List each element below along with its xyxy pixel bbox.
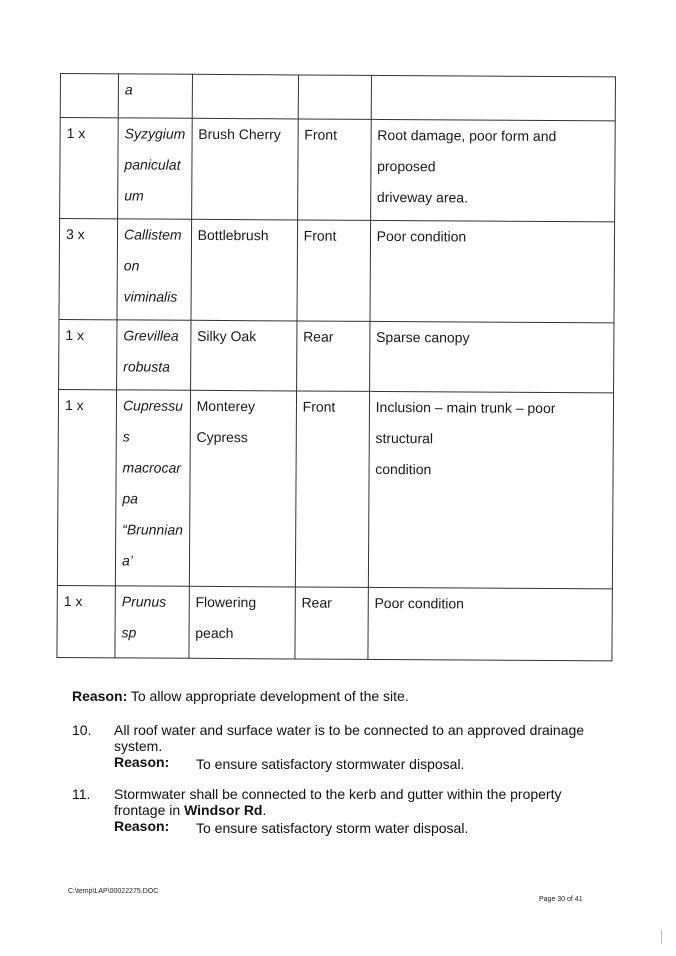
scan-edge-mark — [661, 930, 662, 944]
condition-text — [114, 786, 589, 818]
table-row — [57, 389, 613, 588]
qty-cell: 1 x — [57, 585, 115, 657]
reason-label: Reason: — [72, 688, 128, 704]
reason-cell: Sparse canopy — [369, 321, 614, 392]
qty-cell: 3 x — [59, 219, 118, 320]
table-row — [60, 118, 616, 222]
table-row — [57, 585, 612, 660]
table-reason — [72, 688, 409, 704]
condition-text-end: . — [262, 802, 267, 818]
condition-11 — [72, 786, 602, 838]
table-row — [59, 219, 615, 323]
qty-cell: 1 x — [60, 118, 119, 219]
condition-number: 11. — [72, 786, 91, 802]
reason-cell: Poor condition — [368, 587, 613, 660]
species-cell: Grevillea robusta — [117, 320, 191, 390]
condition-reason-text: To ensure satisfactory stormwater disposal. — [196, 756, 465, 772]
location-cell: Rear — [295, 587, 368, 659]
species-cell: Prunus sp — [115, 586, 189, 658]
species-cell: a — [118, 74, 192, 118]
reason-cell: Root damage, poor form and proposed driveway area. — [370, 119, 615, 221]
condition-10 — [72, 722, 602, 774]
location-cell: Rear — [296, 321, 369, 391]
location-cell: Front — [297, 119, 371, 220]
reason-cell: Inclusion – main trunk – poor structural condition — [368, 391, 613, 588]
common-name-cell: Brush Cherry — [191, 118, 298, 220]
table-row — [59, 319, 614, 392]
condition-reason-text: To ensure satisfactory storm water disposal. — [196, 820, 469, 836]
species-cell: Callistem on viminalis — [117, 219, 191, 320]
condition-number: 10. — [72, 722, 92, 738]
footer-page-number: Page 30 of 41 — [539, 896, 583, 903]
footer-file-path: C:\temp\LAP\00022275.DOC — [68, 888, 159, 895]
common-name-cell: Flowering peach — [189, 586, 295, 659]
condition-reason-label: Reason: — [114, 818, 170, 834]
qty-cell: 1 x — [57, 389, 116, 585]
qty-cell: 1 x — [59, 319, 117, 389]
reason-text: To allow appropriate development of the site. — [127, 688, 409, 704]
common-name-cell: Bottlebrush — [191, 219, 298, 321]
species-cell: Cupressu s macrocar pa “Brunnian a’ — [115, 390, 190, 586]
location-cell — [298, 75, 371, 119]
table-row — [60, 74, 615, 121]
condition-reason-label: Reason: — [114, 754, 170, 770]
species-cell: Syzygium paniculat um — [118, 118, 192, 219]
common-name-cell: Silky Oak — [190, 320, 296, 391]
common-name-cell: Monterey Cypress — [189, 390, 296, 587]
condition-text-part: Stormwater shall be connected to the kerb and gutter within the property frontage in — [114, 786, 562, 818]
condition-text: All roof water and surface water is to be connected to an approved drainage system. — [114, 722, 585, 754]
qty-cell — [60, 74, 118, 118]
street-name: Windsor Rd — [184, 802, 263, 818]
location-cell: Front — [295, 391, 369, 587]
reason-cell — [371, 75, 616, 120]
reason-cell: Poor condition — [370, 220, 615, 322]
common-name-cell — [192, 74, 298, 119]
tree-removal-table — [56, 73, 616, 661]
location-cell: Front — [297, 220, 371, 321]
